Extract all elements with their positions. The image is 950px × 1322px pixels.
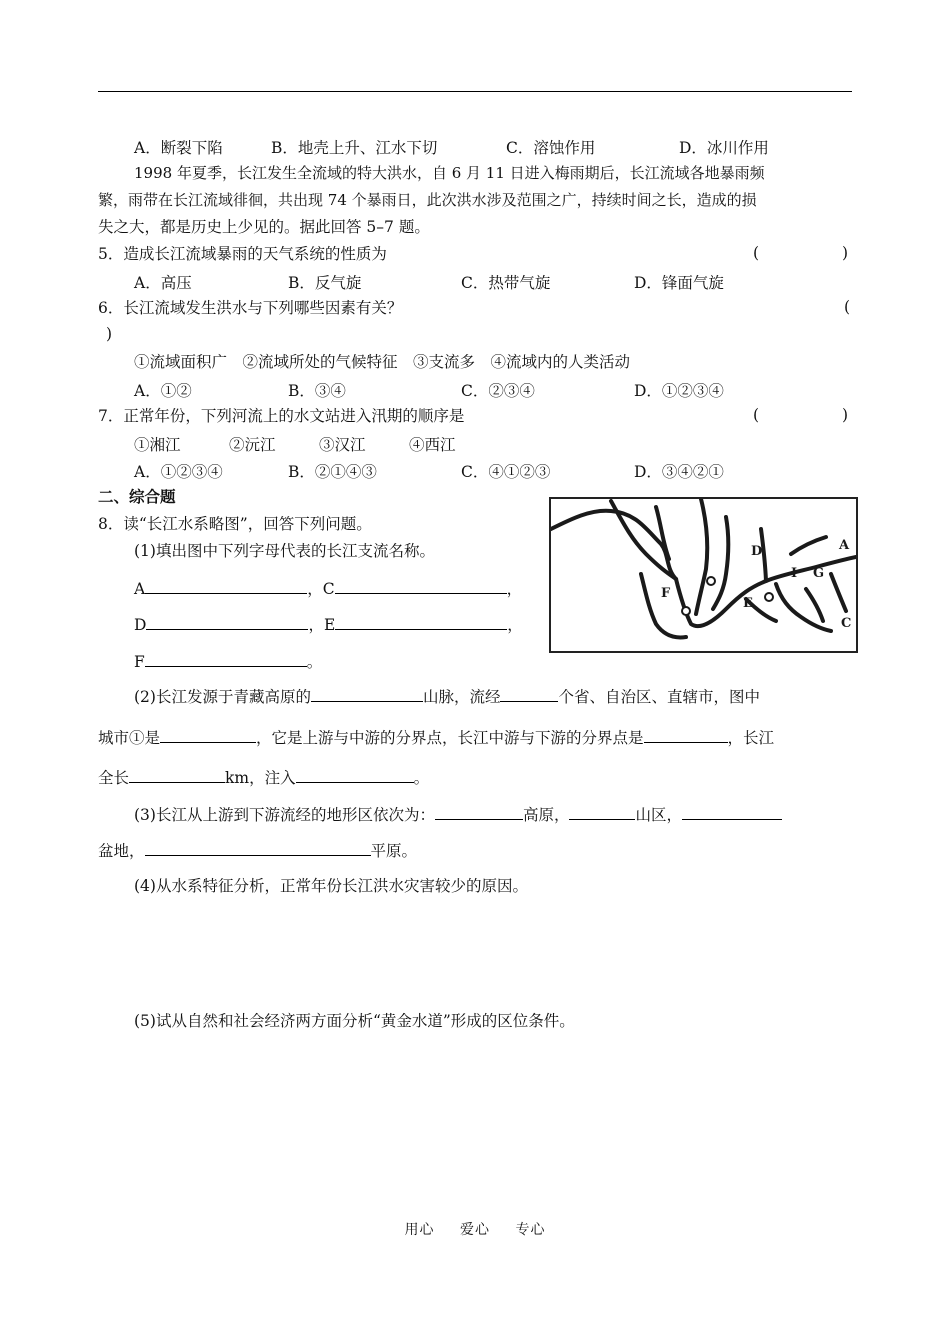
river-tributary — [656, 507, 669, 559]
blank-e[interactable] — [335, 614, 507, 630]
blank-plateau[interactable] — [435, 804, 523, 820]
blank-province-count[interactable] — [500, 686, 558, 702]
q6-option-b: B．③④ — [288, 382, 346, 400]
label-f: F — [134, 653, 145, 671]
sub2-text-1: (2)长江发源于青藏高原的 — [134, 688, 311, 706]
map-label-d: D — [751, 544, 763, 559]
blank-city-1[interactable] — [160, 727, 256, 743]
q8-blank-row-de — [134, 614, 523, 635]
comma: ， — [506, 580, 523, 598]
river-tributary — [806, 589, 823, 621]
sub3-text-3: 山区， — [635, 806, 682, 824]
river-tributary — [641, 574, 686, 637]
blank-basin[interactable] — [682, 804, 782, 820]
blank-sea[interactable] — [296, 767, 414, 783]
q6-option-d: D．①②③④ — [634, 382, 724, 400]
city-marker — [707, 577, 715, 585]
blank-mountain-area[interactable] — [569, 804, 635, 820]
q7-answer-paren-close: ) — [842, 406, 849, 424]
passage-line-1: 1998 年夏季，长江发生全流域的特大洪水，自 6 月 11 日进入梅雨期后，长江流域各地暴雨频 — [134, 164, 765, 182]
q4-option-b: B．地壳上升、江水下切 — [271, 139, 438, 157]
label-e: E — [323, 616, 336, 634]
header-rule — [98, 91, 852, 92]
q6-stem: 6．长江流域发生洪水与下列哪些因素有关？ — [98, 299, 403, 317]
q5-stem: 5．造成长江流域暴雨的天气系统的性质为 — [98, 245, 387, 263]
map-label-g: G — [813, 566, 825, 581]
q6-factors: ①流域面积广 ②流域所处的气候特征 ③支流多 ④流域内的人类活动 — [134, 353, 631, 371]
passage-line-2: 繁，雨带在长江流域徘徊，共出现 74 个暴雨日，此次洪水涉及范围之广，持续时间之长，造成的损 — [98, 191, 757, 209]
footer-text-2: 爱心 — [460, 1222, 490, 1238]
q8-sub2-line1 — [134, 686, 760, 707]
blank-a[interactable] — [145, 578, 307, 594]
q6-option-a: A．①② — [134, 382, 192, 400]
map-label-a: A — [839, 538, 850, 553]
q7-option-d: D．③④②① — [634, 463, 724, 481]
q7-stem: 7．正常年份，下列河流上的水文站进入汛期的顺序是 — [98, 407, 465, 425]
q5-option-b: B．反气旋 — [288, 274, 362, 292]
river-tributary — [791, 537, 826, 554]
sub2-text-8: km，注入 — [225, 769, 296, 787]
label-d: D — [134, 616, 147, 634]
blank-d[interactable] — [146, 614, 308, 630]
river-upper-course — [551, 511, 676, 579]
city-marker — [765, 593, 773, 601]
q7-option-c: C．④①②③ — [461, 463, 551, 481]
sub2-text-5: ，它是上游与中游的分界点，长江中游与下游的分界点是 — [256, 729, 644, 747]
blank-length[interactable] — [129, 767, 225, 783]
q7-answer-paren-open: ( — [753, 406, 760, 424]
q4-option-c: C．溶蚀作用 — [506, 139, 596, 157]
blank-c[interactable] — [335, 578, 507, 594]
q7-option-a: A．①②③④ — [134, 463, 223, 481]
river-tributary — [696, 499, 707, 614]
sub2-text-6: ，长江 — [727, 729, 775, 747]
river-tributary — [831, 574, 846, 611]
blank-f[interactable] — [145, 651, 307, 667]
q6-answer-paren-close: ) — [106, 325, 113, 343]
q8-sub1: (1)填出图中下列字母代表的长江支流名称。 — [134, 542, 435, 560]
section-title: 二、综合题 — [98, 488, 176, 506]
map-label-e: E — [743, 596, 753, 611]
q8-sub3-line1 — [134, 804, 782, 825]
footer-text-1: 用心 — [404, 1222, 435, 1238]
q7-option-b: B．②①④③ — [288, 463, 377, 481]
sub3-text-5: 平原。 — [370, 842, 418, 860]
passage-line-3: 失之大，都是历史上少见的。据此回答 5–7 题。 — [98, 218, 430, 236]
sub3-text-2: 高原， — [522, 806, 570, 824]
q8-sub5: (5)试从自然和社会经济两方面分析“黄金水道”形成的区位条件。 — [134, 1012, 575, 1030]
comma: ， — [507, 616, 523, 634]
sub3-text-1: (3)长江从上游到下游流经的地形区依次为： — [134, 806, 435, 824]
q7-river-3: ③汉江 — [319, 436, 366, 454]
river-tributary — [713, 517, 728, 609]
map-label-c: C — [841, 616, 852, 631]
q8-sub2-line2 — [98, 727, 774, 748]
q7-river-1: ①湘江 — [134, 436, 181, 454]
blank-mid-lower-boundary[interactable] — [644, 727, 728, 743]
sub2-text-7: 全长 — [98, 769, 130, 787]
q7-river-2: ②沅江 — [229, 436, 276, 454]
map-label-i: I — [791, 566, 798, 581]
q7-river-4: ④西江 — [409, 436, 456, 454]
q5-option-d: D．锋面气旋 — [634, 274, 724, 292]
q8-sub2-line3 — [98, 767, 429, 788]
sub2-text-4: 城市①是 — [98, 729, 161, 747]
river-tributary — [776, 584, 831, 631]
city-marker — [682, 607, 690, 615]
q5-option-a: A．高压 — [134, 274, 192, 292]
q6-option-c: C．②③④ — [461, 382, 535, 400]
period: 。 — [306, 653, 323, 671]
q4-option-a: A．断裂下陷 — [134, 139, 223, 157]
q5-option-c: C．热带气旋 — [461, 274, 551, 292]
label-c: C — [322, 580, 335, 598]
q4-option-d: D．冰川作用 — [679, 139, 769, 157]
blank-plain[interactable] — [145, 840, 371, 856]
sub2-text-9: 。 — [413, 769, 430, 787]
map-label-f: F — [661, 586, 671, 601]
blank-mountain[interactable] — [311, 686, 423, 702]
q8-sub3-line2 — [98, 840, 417, 861]
label-a: A — [134, 580, 146, 598]
yangtze-river-system-map — [549, 497, 858, 653]
q8-blank-row-ac — [134, 578, 522, 599]
sub2-text-2: 山脉，流经 — [422, 688, 501, 706]
sub2-text-3: 个省、自治区、直辖市，图中 — [558, 688, 760, 706]
comma: ， — [307, 580, 323, 598]
q8-stem: 8．读“长江水系略图”，回答下列问题。 — [98, 515, 372, 533]
q5-answer-paren-open: ( — [753, 244, 760, 262]
page-footer — [0, 1219, 950, 1239]
q5-answer-paren-close: ) — [842, 244, 849, 262]
q8-sub4: (4)从水系特征分析，正常年份长江洪水灾害较少的原因。 — [134, 877, 528, 895]
footer-text-3: 专心 — [515, 1222, 546, 1238]
sub3-text-4: 盆地， — [98, 842, 145, 860]
q8-blank-row-f — [134, 651, 322, 672]
q6-answer-paren-open: ( — [844, 298, 851, 316]
comma: ， — [308, 616, 324, 634]
